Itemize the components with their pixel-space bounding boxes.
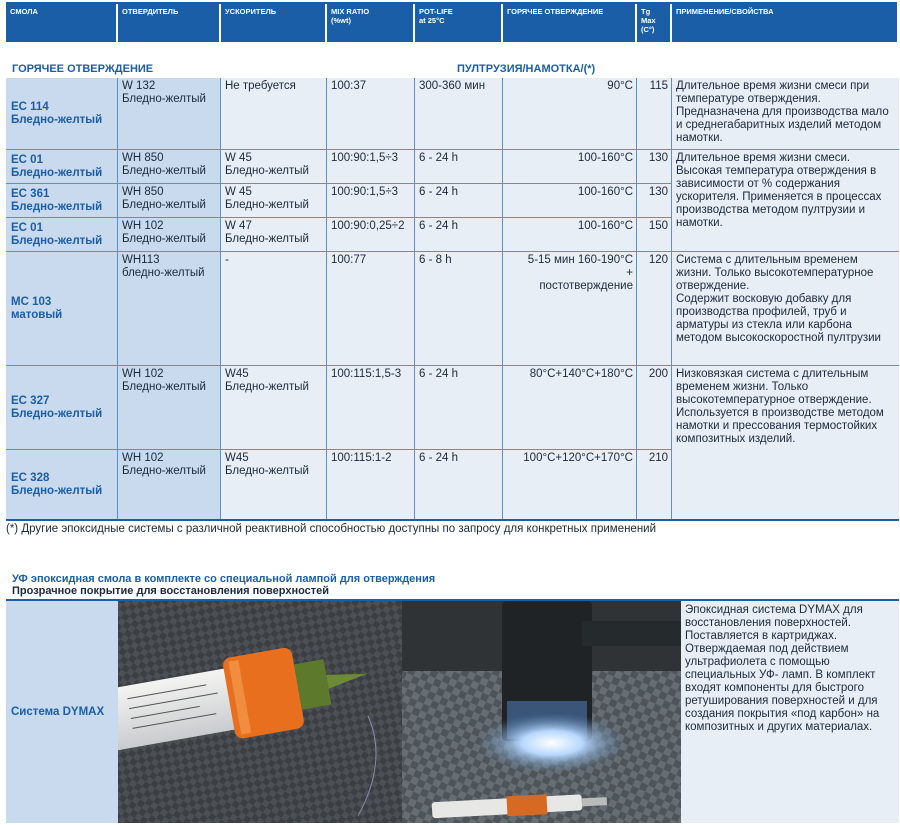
hardener: WH 102 Бледно-желтый xyxy=(118,366,221,450)
mix-ratio: 100:37 xyxy=(327,78,415,150)
mix-ratio: 100:115:1,5-3 xyxy=(327,366,415,450)
resin-name: EC 361 Бледно-желтый xyxy=(6,184,118,218)
pot-life: 6 - 24 h xyxy=(415,218,503,252)
accelerator: Не требуется xyxy=(221,78,327,150)
resin-name: EC 01 Бледно-желтый xyxy=(6,218,118,252)
cure-temp: 100-160°C xyxy=(503,150,637,184)
hardener: WH 850 Бледно-желтый xyxy=(118,184,221,218)
tg-max: 120 xyxy=(637,252,672,366)
cure-temp: 90°C xyxy=(503,78,637,150)
header-application: ПРИМЕНЕНИЕ/СВОЙСТВА xyxy=(672,4,897,42)
table-header xyxy=(6,2,897,44)
hardener: WH113 бледно-желтый xyxy=(118,252,221,366)
uv-title: УФ эпоксидная смола в комплекте со специальной лампой для отверждения xyxy=(12,573,436,585)
tg-max: 150 xyxy=(637,218,672,252)
hardener: WH 102 Бледно-желтый xyxy=(118,450,221,520)
accelerator: W 47 Бледно-желтый xyxy=(221,218,327,252)
pot-life: 6 - 24 h xyxy=(415,184,503,218)
accelerator: W45 Бледно-желтый xyxy=(221,366,327,450)
application-text: Система с длительным временем жизни. Только высокотемпературное отверждение. Содержит восковую добавку для производства профилей, труб и арматуры из стекла или карбона методом высокоскоростной пултрузии xyxy=(672,252,899,366)
uv-subtitle: Прозрачное покрытие для восстановления поверхностей xyxy=(12,585,330,597)
accelerator: W 45 Бледно-желтый xyxy=(221,184,327,218)
pot-life: 6 - 24 h xyxy=(415,150,503,184)
pot-life: 6 - 8 h xyxy=(415,252,503,366)
section-subtitle: ПУЛТРУЗИЯ/НАМОТКА/(*) xyxy=(457,63,596,75)
pot-life: 6 - 24 h xyxy=(415,366,503,450)
mix-ratio: 100:90:1,5÷3 xyxy=(327,184,415,218)
cure-temp: 100-160°C xyxy=(503,184,637,218)
header-accelerator: УСКОРИТЕЛЬ xyxy=(221,4,325,42)
mix-ratio: 100:77 xyxy=(327,252,415,366)
application-text: Низковязкая система с длительным временем жизни. Только высокотемпературное отверждение. Используется в производстве методом намотки и прессования термостойких композитных изделий. xyxy=(672,366,899,520)
header-tg: Tg Max (C°) xyxy=(637,4,670,42)
mix-ratio: 100:90:0,25÷2 xyxy=(327,218,415,252)
resin-name: EC 01 Бледно-желтый xyxy=(6,150,118,184)
resin-table xyxy=(6,78,899,520)
header-pot-life: POT-LIFE at 25°C xyxy=(415,4,501,42)
mix-ratio: 100:115:1-2 xyxy=(327,450,415,520)
cartridge-photo xyxy=(118,601,402,823)
cure-temp: 80°C+140°C+180°C xyxy=(503,366,637,450)
application-text: Длительное время жизни смеси. Высокая температура отверждения в зависимости от % содержания ускорителя. Применяется в процессах производства методом пултрузии и намотки. xyxy=(672,150,899,252)
uv-section xyxy=(6,599,899,825)
tg-max: 115 xyxy=(637,78,672,150)
hardener: W 132 Бледно-желтый xyxy=(118,78,221,150)
accelerator: W 45 Бледно-желтый xyxy=(221,150,327,184)
pot-life: 6 - 24 h xyxy=(415,450,503,520)
header-resin: СМОЛА xyxy=(6,4,116,42)
mix-ratio: 100:90:1,5÷3 xyxy=(327,150,415,184)
resin-name: MC 103 матовый xyxy=(6,252,118,366)
header-hardener: ОТВЕРДИТЕЛЬ xyxy=(118,4,219,42)
uv-lamp-photo xyxy=(402,601,681,823)
uv-system-name: Система DYMAX xyxy=(6,601,118,823)
hardener: WH 102 Бледно-желтый xyxy=(118,218,221,252)
cure-temp: 5-15 мин 160-190°C + постотверждение xyxy=(503,252,637,366)
tg-max: 130 xyxy=(637,184,672,218)
accelerator: - xyxy=(221,252,327,366)
footnote: (*) Другие эпоксидные системы с различной реактивной способностью доступны по запросу для конкретных применений xyxy=(6,523,657,535)
tg-max: 130 xyxy=(637,150,672,184)
header-hot-cure: ГОРЯЧЕЕ ОТВЕРЖДЕНИЕ xyxy=(503,4,635,42)
resin-name: EC 114 Бледно-желтый xyxy=(6,78,118,150)
header-mix-ratio: MIX RATIO (%wt) xyxy=(327,4,413,42)
cure-temp: 100-160°C xyxy=(503,218,637,252)
resin-name: EC 328 Бледно-желтый xyxy=(6,450,118,520)
resin-name: EC 327 Бледно-желтый xyxy=(6,366,118,450)
uv-description: Эпоксидная система DYMAX для восстановления поверхностей. Поставляется в картриджах. Отверждаемая под действием ультрафиолета с помощью специальных УФ- ламп. В комплект входят компоненты для быстрого ретуширования поверхностей и для создания покрытия «под карбон» на композитных и других материалах. xyxy=(681,601,899,823)
tg-max: 210 xyxy=(637,450,672,520)
hardener: WH 850 Бледно-желтый xyxy=(118,150,221,184)
tg-max: 200 xyxy=(637,366,672,450)
cure-temp: 100°C+120°C+170°C xyxy=(503,450,637,520)
accelerator: W45 Бледно-желтый xyxy=(221,450,327,520)
application-text: Длительное время жизни смеси при температуре отверждения. Предназначена для производства мало и среднегабаритных изделий методом намотки. xyxy=(672,78,899,150)
pot-life: 300-360 мин xyxy=(415,78,503,150)
section-title: ГОРЯЧЕЕ ОТВЕРЖДЕНИЕ xyxy=(12,63,154,75)
